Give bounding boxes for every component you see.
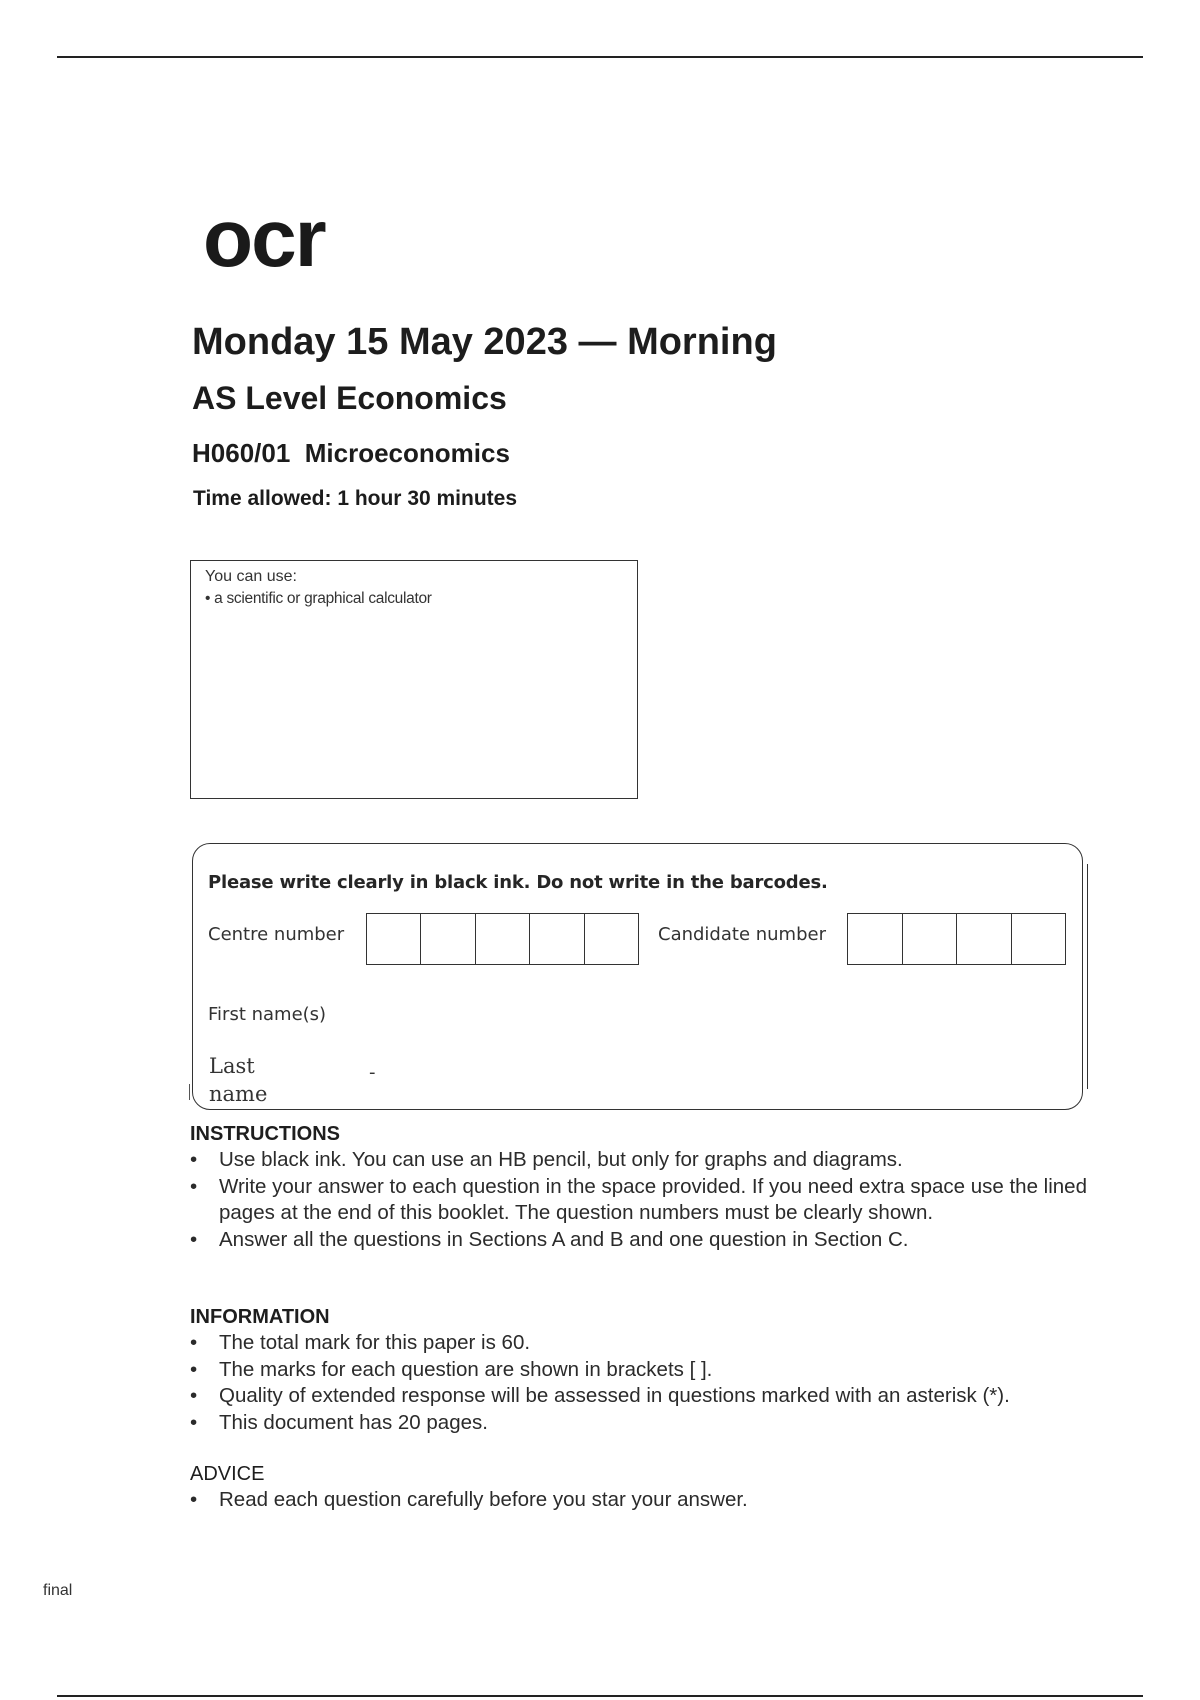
centre-number-label: Centre number — [208, 924, 345, 945]
box-edge-left — [189, 1084, 190, 1100]
list-item — [190, 1147, 1100, 1174]
list-item-text: The total mark for this paper is 60. — [219, 1331, 531, 1354]
candidate-digit-4[interactable] — [1012, 914, 1066, 964]
centre-digit-2[interactable] — [421, 914, 475, 964]
centre-digit-1[interactable] — [367, 914, 421, 964]
materials-item-text: a scientific or graphical calculator — [214, 590, 432, 607]
materials-bullet: • — [205, 590, 211, 607]
centre-number-field[interactable] — [366, 913, 639, 965]
candidate-digit-3[interactable] — [957, 914, 1012, 964]
list-item-text: Use black ink. You can use an HB pencil, but only for graphs and diagrams. — [219, 1148, 903, 1171]
advice-heading: ADVICE — [190, 1463, 265, 1485]
list-item — [190, 1227, 1100, 1254]
bullet: • — [190, 1148, 198, 1171]
materials-item — [205, 588, 637, 610]
advice-list — [190, 1487, 1100, 1514]
box-edge-right — [1087, 864, 1088, 1089]
instructions-section — [190, 1121, 1100, 1253]
advice-section — [190, 1461, 1100, 1514]
bullet: • — [190, 1357, 198, 1381]
bullet: • — [190, 1174, 198, 1198]
information-section — [190, 1304, 1100, 1436]
list-item — [190, 1174, 1100, 1227]
paper-code-heading: H060/01 Microeconomics — [192, 438, 510, 468]
candidate-details-box — [192, 843, 1083, 1110]
materials-title: You can use: — [205, 568, 297, 585]
candidate-digit-2[interactable] — [903, 914, 958, 964]
bullet: • — [190, 1331, 198, 1354]
candidate-box-title: Please write clearly in black ink. Do not write in the barcodes. — [208, 872, 828, 893]
top-rule — [57, 56, 1143, 58]
list-item-text: Quality of extended response will be assessed in questions marked with an asterisk (*). — [219, 1384, 1010, 1407]
list-item — [190, 1330, 1100, 1357]
time-allowed: Time allowed: 1 hour 30 minutes — [193, 487, 518, 510]
information-list — [190, 1330, 1100, 1436]
last-name-label: Last name — [209, 1054, 268, 1106]
centre-digit-5[interactable] — [585, 914, 638, 964]
list-item-text: Read each question carefully before you star your answer. — [219, 1488, 748, 1511]
footer-note: final — [43, 1582, 73, 1599]
bullet: • — [190, 1410, 198, 1434]
bottom-rule — [57, 1695, 1143, 1697]
list-item-text: Answer all the questions in Sections A and B and one question in Section C. — [219, 1227, 909, 1251]
list-item-text: The marks for each question are shown in brackets [ ]. — [219, 1357, 713, 1381]
list-item — [190, 1383, 1100, 1410]
last-name-mark: - — [369, 1062, 376, 1083]
instructions-heading: INSTRUCTIONS — [190, 1123, 340, 1145]
ocr-logo: ocr — [203, 193, 325, 284]
bullet: • — [190, 1227, 198, 1251]
materials-box — [190, 560, 638, 799]
bullet: • — [190, 1384, 198, 1407]
exam-date-heading: Monday 15 May 2023 — Morning — [192, 321, 777, 363]
first-name-label: First name(s) — [208, 1004, 327, 1025]
information-heading: INFORMATION — [190, 1306, 330, 1328]
list-item — [190, 1410, 1100, 1437]
candidate-digit-1[interactable] — [848, 914, 903, 964]
list-item — [190, 1487, 1100, 1514]
qualification-heading: AS Level Economics — [192, 380, 507, 416]
list-item — [190, 1357, 1100, 1384]
candidate-number-field[interactable] — [847, 913, 1066, 965]
instructions-list — [190, 1147, 1100, 1253]
centre-digit-3[interactable] — [476, 914, 530, 964]
list-item-text: Write your answer to each question in the space provided. If you need extra space use the lined pages at the end of this booklet. The question numbers must be clearly shown. — [219, 1174, 1087, 1224]
candidate-number-label: Candidate number — [658, 924, 826, 945]
bullet: • — [190, 1488, 198, 1511]
list-item-text: This document has 20 pages. — [219, 1410, 488, 1434]
centre-digit-4[interactable] — [530, 914, 584, 964]
